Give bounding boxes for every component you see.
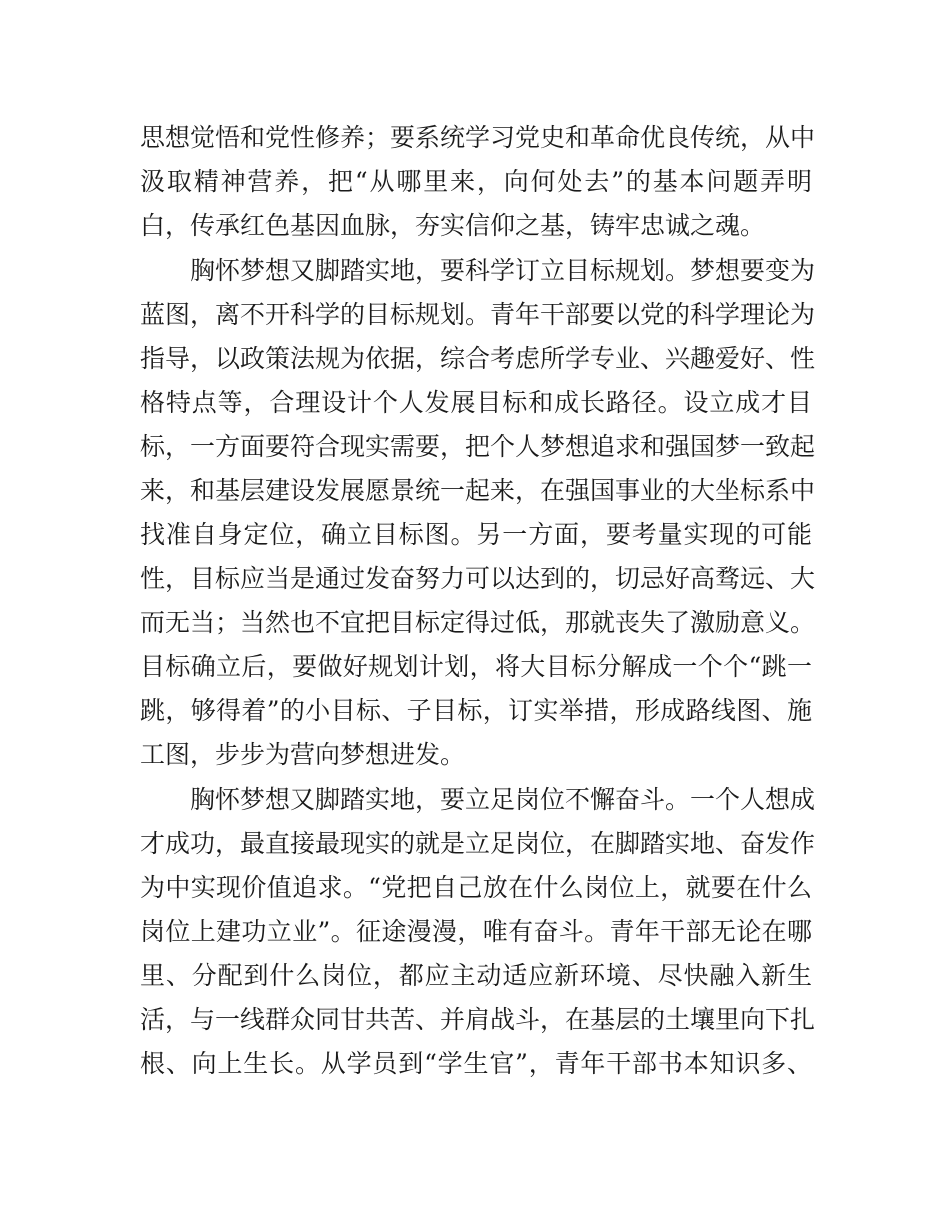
text-line: 胸怀梦想又脚踏实地，要科学订立目标规划。梦想要变为 bbox=[140, 256, 816, 285]
text-line: 里、分配到什么岗位，都应主动适应新环境、尽快融入新生 bbox=[140, 961, 812, 990]
text-line: 岗位上建功立业”。征途漫漫，唯有奋斗。青年干部无论在哪 bbox=[140, 917, 812, 946]
text-line: 来，和基层建设发展愿景统一起来，在强国事业的大坐标系中 bbox=[140, 476, 816, 505]
text-line: 目标确立后，要做好规划计划，将大目标分解成一个个“跳一 bbox=[140, 652, 812, 681]
text-line: 找准自身定位，确立目标图。另一方面，要考量实现的可能 bbox=[140, 520, 812, 549]
text-line: 蓝图，离不开科学的目标规划。青年干部要以党的科学理论为 bbox=[140, 300, 816, 329]
text-line: 指导，以政策法规为依据，综合考虑所学专业、兴趣爱好、性 bbox=[140, 344, 816, 373]
text-line: 为中实现价值追求。“党把自己放在什么岗位上，就要在什么 bbox=[140, 873, 812, 902]
text-line: 标，一方面要符合现实需要，把个人梦想追求和强国梦一致起 bbox=[140, 432, 816, 461]
text-line: 汲取精神营养，把“从哪里来，向何处去”的基本问题弄明 bbox=[140, 167, 812, 196]
text-line: 白，传承红色基因血脉，夯实信仰之基，铸牢忠诚之魂。 bbox=[140, 211, 766, 240]
text-line: 性，目标应当是通过发奋努力可以达到的，切忌好高骛远、大 bbox=[140, 564, 816, 593]
text-line: 思想觉悟和党性修养；要系统学习党史和革命优良传统，从中 bbox=[140, 123, 816, 152]
text-line: 而无当；当然也不宜把目标定得过低，那就丧失了激励意义。 bbox=[140, 608, 816, 637]
text-line: 格特点等，合理设计个人发展目标和成长路径。设立成才目 bbox=[140, 388, 812, 417]
text-line: 根、向上生长。从学员到“学生官”，青年干部书本知识多、 bbox=[140, 1049, 812, 1078]
text-line: 跳，够得着”的小目标、子目标，订实举措，形成路线图、施 bbox=[140, 696, 812, 725]
text-line: 活，与一线群众同甘共苦、并肩战斗，在基层的土壤里向下扎 bbox=[140, 1005, 816, 1034]
text-line: 胸怀梦想又脚踏实地，要立足岗位不懈奋斗。一个人想成 bbox=[140, 785, 816, 814]
text-line: 才成功，最直接最现实的就是立足岗位，在脚踏实地、奋发作 bbox=[140, 829, 816, 858]
text-line: 工图，步步为营向梦想进发。 bbox=[140, 740, 466, 769]
